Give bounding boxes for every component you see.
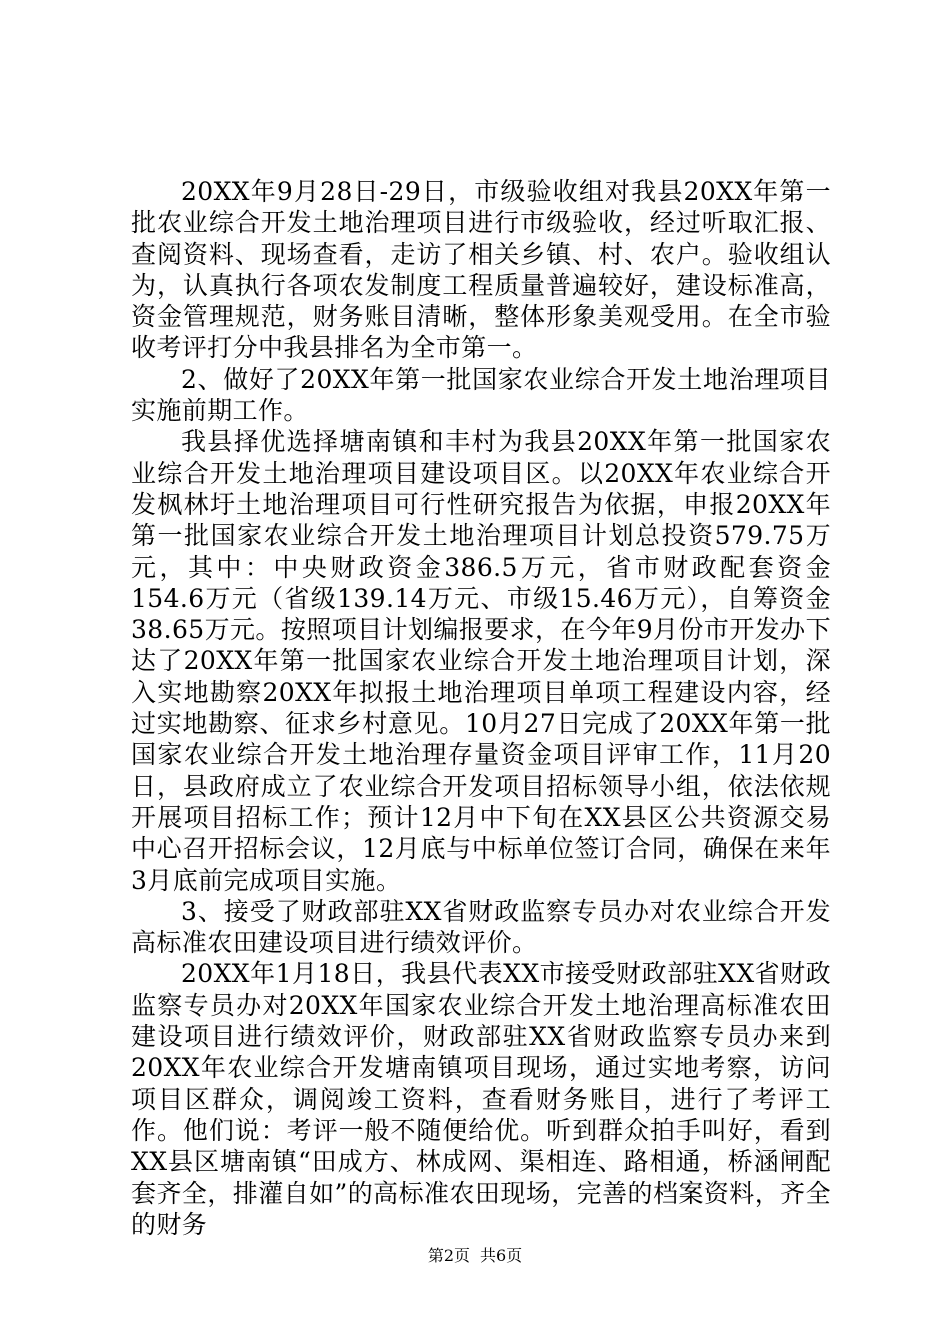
page-footer: [0, 1243, 950, 1266]
page-total: 共6页: [480, 1246, 523, 1265]
paragraph-performance-evaluation: 20XX年1月18日，我县代表XX市接受财政部驻XX省财政监察专员办对20XX年国家农业综合开发土地治理高标准农田建设项目进行绩效评价，财政部驻XX省财政监察专员办来到20XX年农业综合开发塘南镇项目现场，通过实地考察，访问项目区群众，调阅竣工资料，查看财务账目，进行了考评工作。他们说：考评一般不随便给优。听到群众拍手叫好，看到XX县区塘南镇“田成方、林成网、渠相连、路相通，桥涵闸配套齐全，排灌自如”的高标准农田现场，完善的档案资料，齐全的财务: [131, 959, 831, 1239]
body-text: [131, 176, 831, 1240]
paragraph-heading-item-2: 2、做好了20XX年第一批国家农业综合开发土地治理项目实施前期工作。: [131, 364, 831, 426]
paragraph-heading-item-3: 3、接受了财政部驻XX省财政监察专员办对农业综合开发高标准农田建设项目进行绩效评价。: [131, 896, 831, 958]
paragraph-project-preparation: 我县择优选择塘南镇和丰村为我县20XX年第一批国家农业综合开发土地治理项目建设项目区。以20XX年农业综合开发枫林圩土地治理项目可行性研究报告为依据，申报20XX年第一批国家农业综合开发土地治理项目计划总投资579.75万元，其中：中央财政资金386.5万元，省市财政配套资金154.6万元（省级139.14万元、市级15.46万元），自筹资金38.65万元。按照项目计划编报要求，在今年9月份市开发办下达了20XX年第一批国家农业综合开发土地治理项目计划，深入实地勘察20XX年拟报土地治理项目单项工程建设内容，经过实地勘察、征求乡村意见。10月27日完成了20XX年第一批国家农业综合开发土地治理存量资金项目评审工作，11月20日，县政府成立了农业综合开发项目招标领导小组，依法依规开展项目招标工作；预计12月中下旬在XX县区公共资源交易中心召开招标会议，12月底与中标单位签订合同，确保在来年3月底前完成项目实施。: [131, 427, 831, 895]
page-number: 第2页: [427, 1246, 470, 1265]
paragraph-acceptance-inspection: 20XX年9月28日-29日，市级验收组对我县20XX年第一批农业综合开发土地治理项目进行市级验收，经过听取汇报、查阅资料、现场查看，走访了相关乡镇、村、农户。验收组认为，认真执行各项农发制度工程质量普遍较好，建设标准高，资金管理规范，财务账目清晰，整体形象美观受用。在全市验收考评打分中我县排名为全市第一。: [131, 177, 831, 363]
